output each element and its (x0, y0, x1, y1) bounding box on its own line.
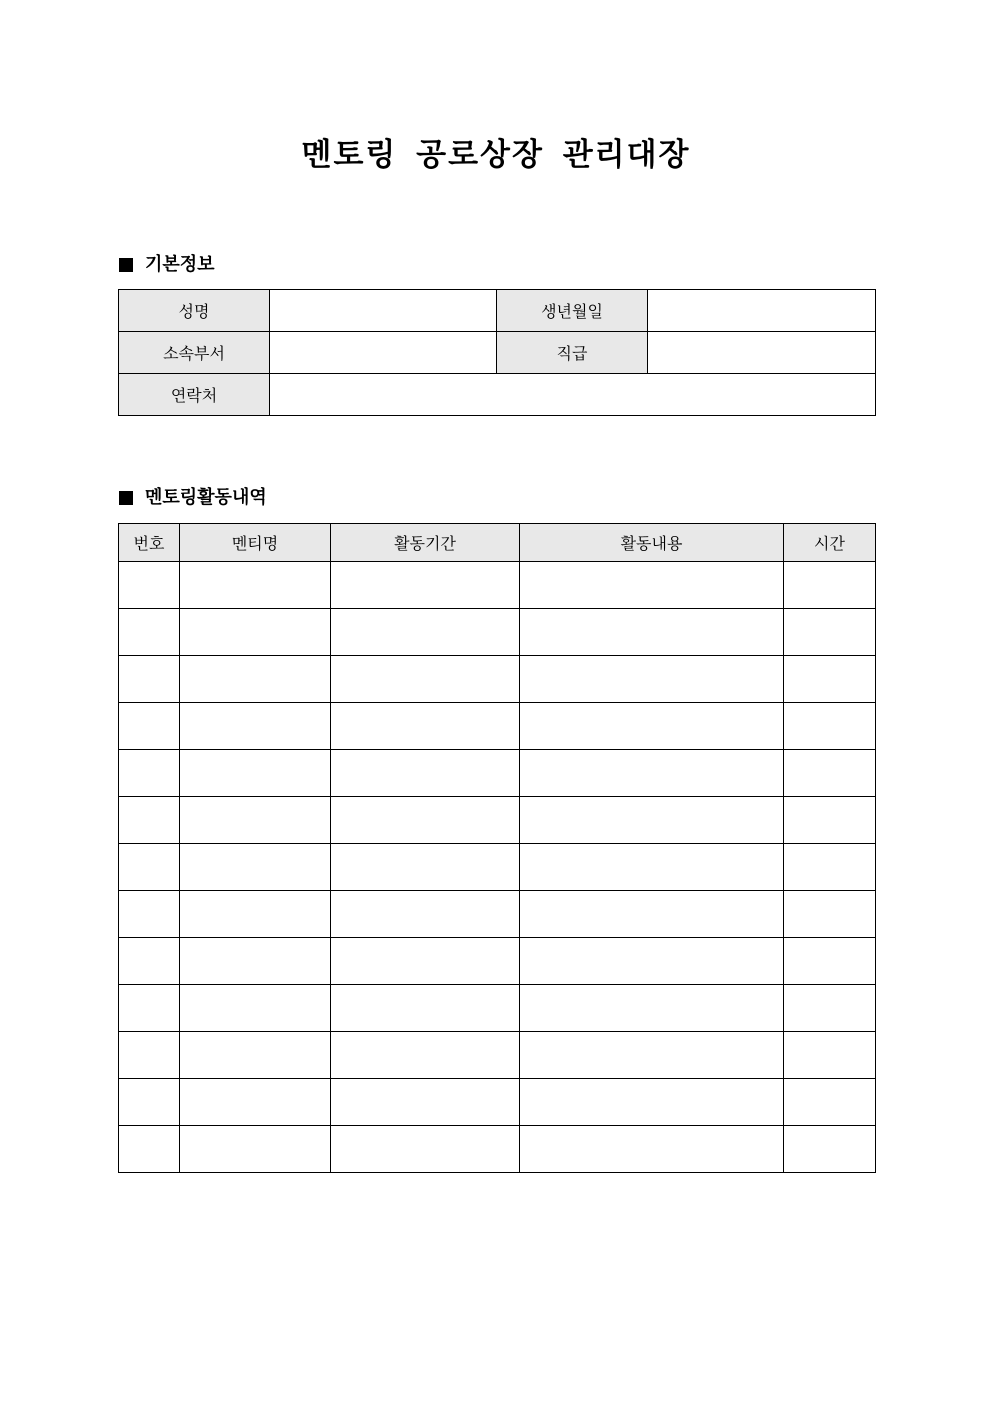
column-header-number: 번호 (119, 524, 180, 562)
mentee-cell[interactable] (180, 703, 331, 750)
table-row (119, 562, 876, 609)
number-cell[interactable] (119, 1032, 180, 1079)
number-cell[interactable] (119, 938, 180, 985)
birthdate-label: 생년월일 (497, 290, 648, 332)
table-row (119, 374, 876, 416)
table-row (119, 750, 876, 797)
table-row (119, 891, 876, 938)
content-cell[interactable] (520, 797, 784, 844)
table-row (119, 797, 876, 844)
birthdate-field[interactable] (648, 290, 876, 332)
name-label: 성명 (119, 290, 270, 332)
number-cell[interactable] (119, 1079, 180, 1126)
activity-table-body (119, 562, 876, 1173)
position-field[interactable] (648, 332, 876, 374)
period-cell[interactable] (331, 938, 520, 985)
mentee-cell[interactable] (180, 1079, 331, 1126)
hours-cell[interactable] (784, 891, 876, 938)
number-cell[interactable] (119, 656, 180, 703)
number-cell[interactable] (119, 844, 180, 891)
mentee-cell[interactable] (180, 609, 331, 656)
hours-cell[interactable] (784, 1032, 876, 1079)
mentee-cell[interactable] (180, 985, 331, 1032)
period-cell[interactable] (331, 1079, 520, 1126)
number-cell[interactable] (119, 609, 180, 656)
mentee-cell[interactable] (180, 797, 331, 844)
mentee-cell[interactable] (180, 750, 331, 797)
mentee-cell[interactable] (180, 938, 331, 985)
table-row (119, 1126, 876, 1173)
column-header-content: 활동내용 (520, 524, 784, 562)
period-cell[interactable] (331, 1126, 520, 1173)
table-row (119, 332, 876, 374)
period-cell[interactable] (331, 797, 520, 844)
column-header-hours: 시간 (784, 524, 876, 562)
contact-field[interactable] (270, 374, 876, 416)
activity-heading-label: 멘토링활동내역 (145, 487, 267, 508)
number-cell[interactable] (119, 750, 180, 797)
hours-cell[interactable] (784, 562, 876, 609)
table-row (119, 290, 876, 332)
table-row (119, 703, 876, 750)
table-row (119, 609, 876, 656)
content-cell[interactable] (520, 609, 784, 656)
period-cell[interactable] (331, 1032, 520, 1079)
mentee-cell[interactable] (180, 844, 331, 891)
basic-info-heading (119, 252, 215, 278)
number-cell[interactable] (119, 891, 180, 938)
period-cell[interactable] (331, 891, 520, 938)
basic-info-heading-label: 기본정보 (145, 254, 215, 275)
period-cell[interactable] (331, 656, 520, 703)
mentee-cell[interactable] (180, 562, 331, 609)
period-cell[interactable] (331, 562, 520, 609)
number-cell[interactable] (119, 985, 180, 1032)
page-title: 멘토링 공로상장 관리대장 (301, 137, 691, 173)
table-row (119, 938, 876, 985)
mentee-cell[interactable] (180, 656, 331, 703)
number-cell[interactable] (119, 797, 180, 844)
period-cell[interactable] (331, 750, 520, 797)
content-cell[interactable] (520, 1126, 784, 1173)
column-header-period: 활동기간 (331, 524, 520, 562)
name-field[interactable] (270, 290, 497, 332)
number-cell[interactable] (119, 562, 180, 609)
hours-cell[interactable] (784, 609, 876, 656)
table-row (119, 985, 876, 1032)
content-cell[interactable] (520, 1032, 784, 1079)
position-label: 직급 (497, 332, 648, 374)
content-cell[interactable] (520, 891, 784, 938)
column-header-mentee: 멘티명 (180, 524, 331, 562)
hours-cell[interactable] (784, 844, 876, 891)
square-bullet-icon (119, 491, 133, 505)
hours-cell[interactable] (784, 938, 876, 985)
content-cell[interactable] (520, 562, 784, 609)
period-cell[interactable] (331, 703, 520, 750)
hours-cell[interactable] (784, 1126, 876, 1173)
table-row (119, 844, 876, 891)
number-cell[interactable] (119, 1126, 180, 1173)
contact-label: 연락처 (119, 374, 270, 416)
basic-info-table (118, 289, 876, 416)
hours-cell[interactable] (784, 1079, 876, 1126)
activity-table (118, 523, 876, 1173)
hours-cell[interactable] (784, 985, 876, 1032)
content-cell[interactable] (520, 985, 784, 1032)
mentee-cell[interactable] (180, 891, 331, 938)
content-cell[interactable] (520, 938, 784, 985)
table-row (119, 1032, 876, 1079)
square-bullet-icon (119, 258, 133, 272)
activity-heading (119, 485, 267, 511)
mentee-cell[interactable] (180, 1032, 331, 1079)
table-row (119, 1079, 876, 1126)
content-cell[interactable] (520, 703, 784, 750)
hours-cell[interactable] (784, 703, 876, 750)
hours-cell[interactable] (784, 797, 876, 844)
table-header-row (119, 524, 876, 562)
department-field[interactable] (270, 332, 497, 374)
period-cell[interactable] (331, 609, 520, 656)
table-row (119, 656, 876, 703)
mentee-cell[interactable] (180, 1126, 331, 1173)
content-cell[interactable] (520, 656, 784, 703)
hours-cell[interactable] (784, 750, 876, 797)
hours-cell[interactable] (784, 656, 876, 703)
number-cell[interactable] (119, 703, 180, 750)
content-cell[interactable] (520, 750, 784, 797)
period-cell[interactable] (331, 985, 520, 1032)
period-cell[interactable] (331, 844, 520, 891)
content-cell[interactable] (520, 844, 784, 891)
department-label: 소속부서 (119, 332, 270, 374)
content-cell[interactable] (520, 1079, 784, 1126)
